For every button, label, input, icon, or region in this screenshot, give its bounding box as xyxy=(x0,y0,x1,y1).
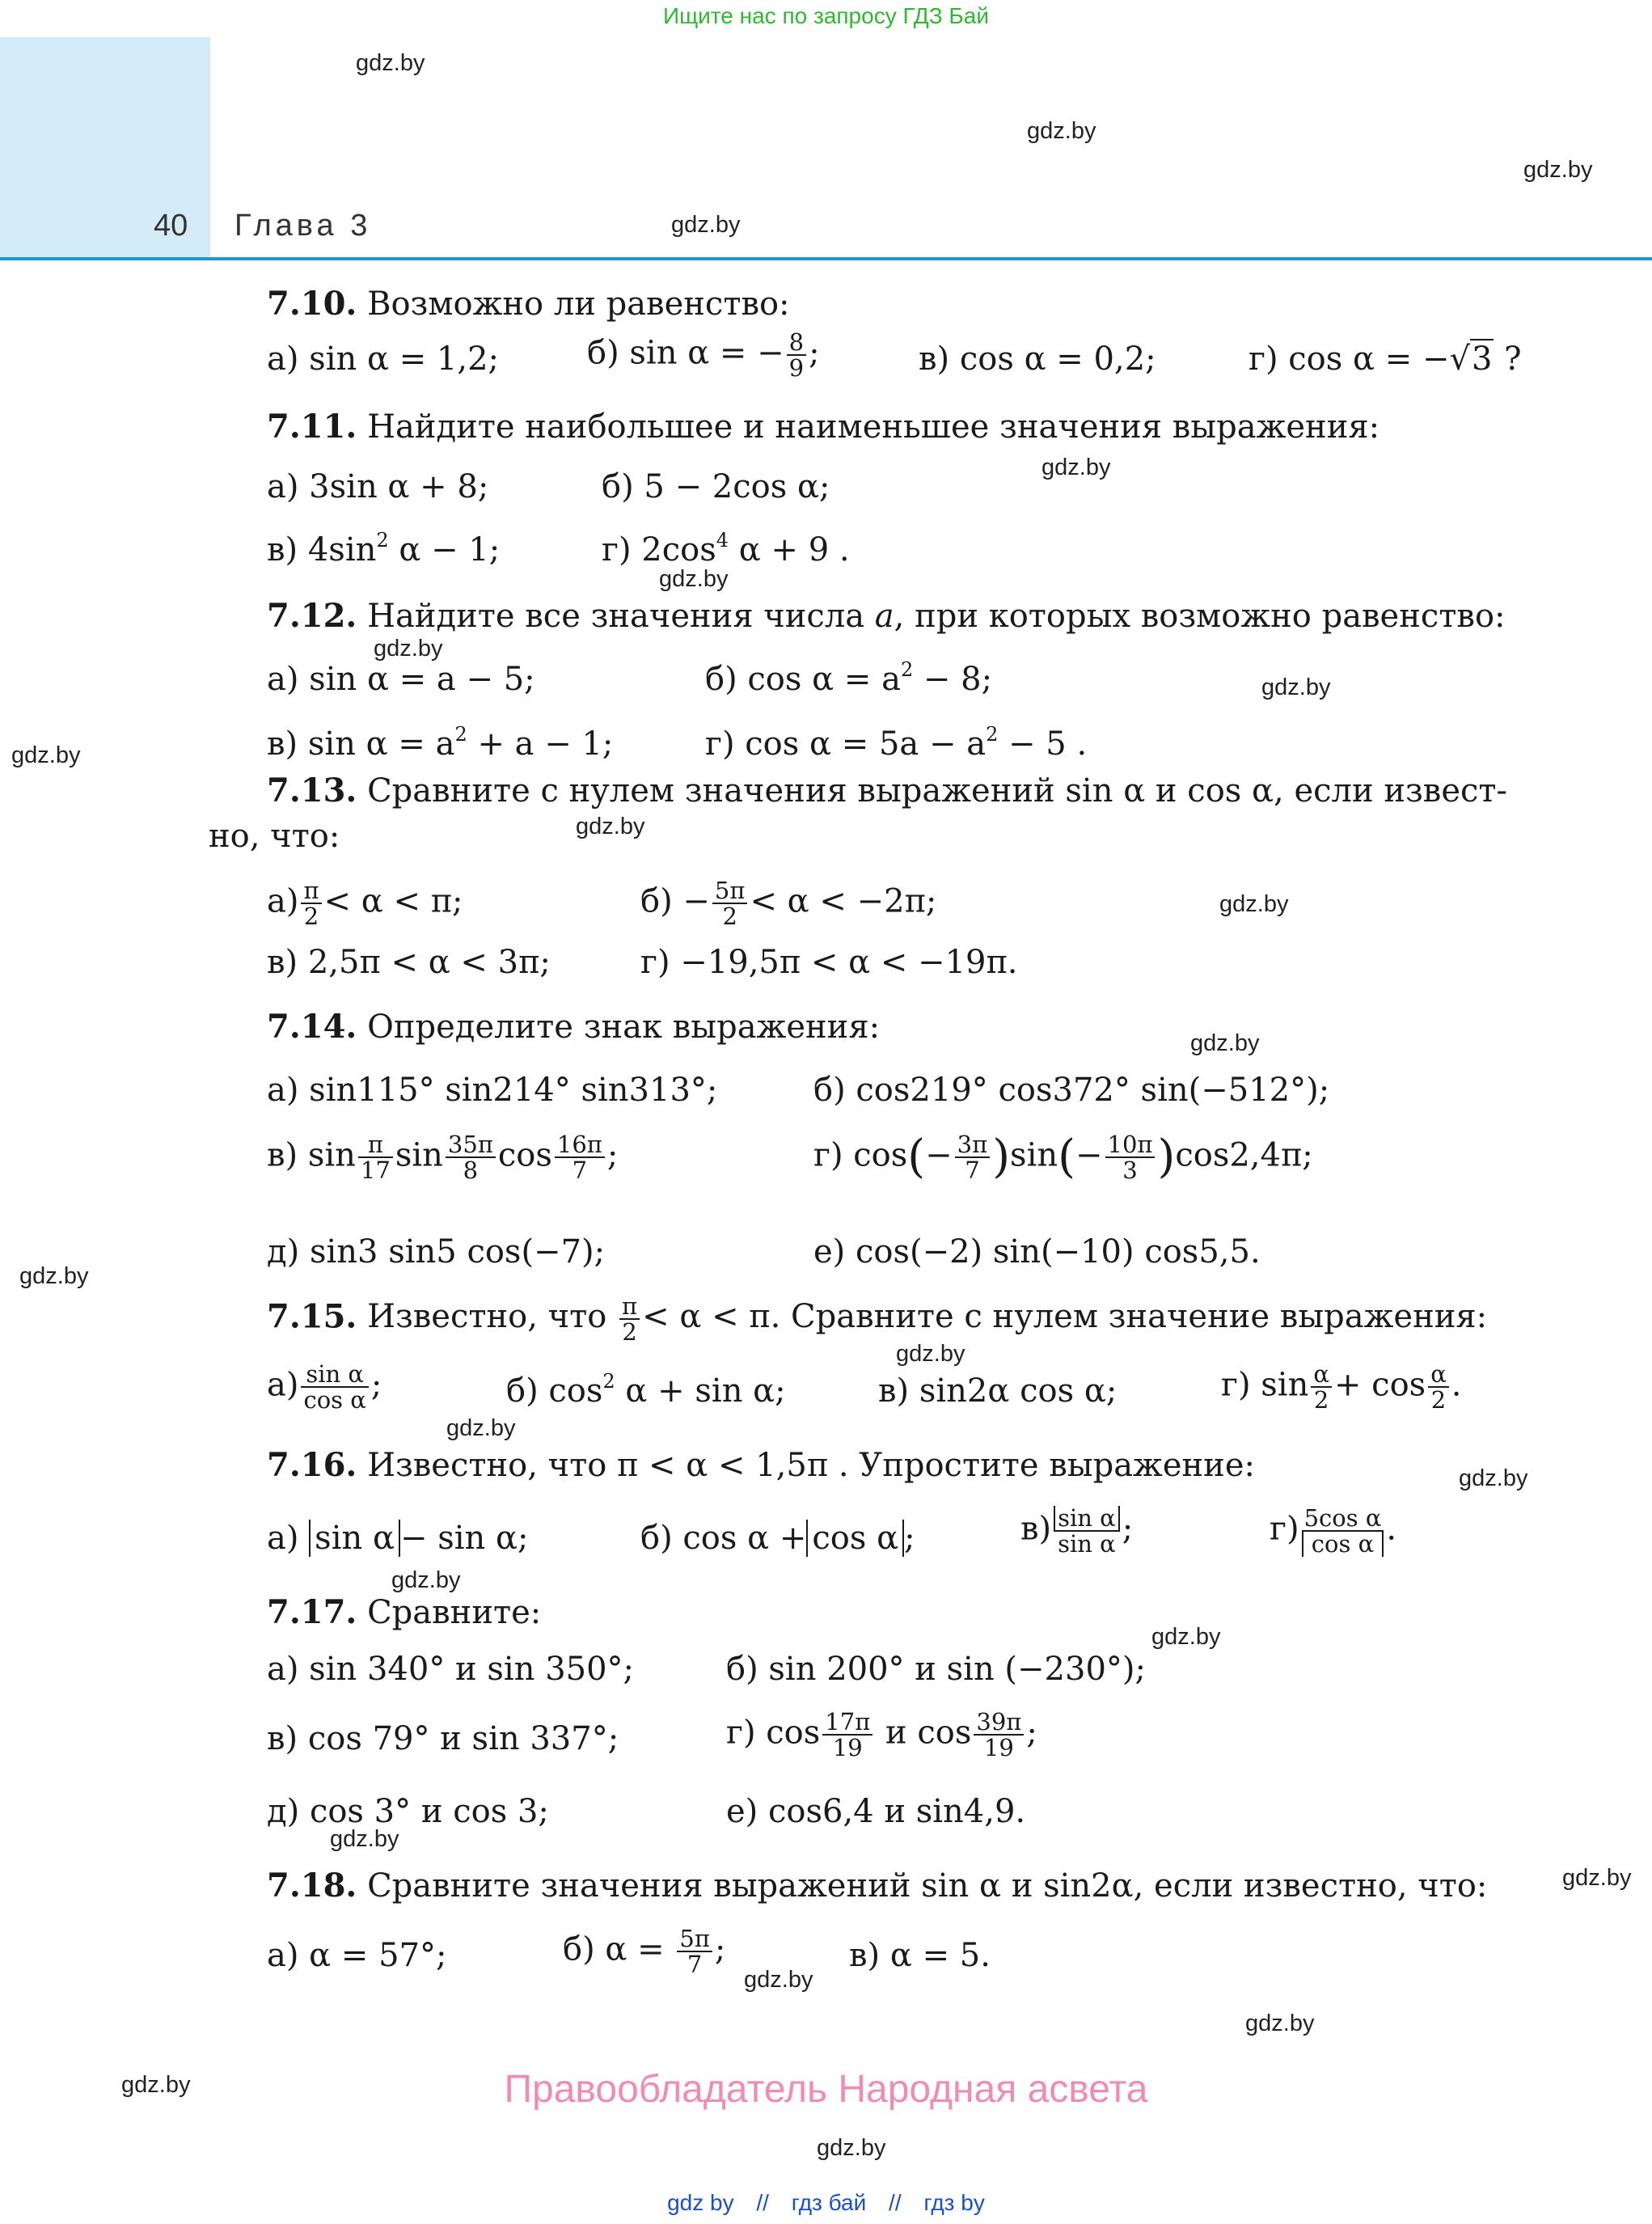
item-b: б) α = $\frac{5\pi}{7}$ ; xyxy=(563,1925,726,1979)
item-f: е) cos(−2) sin(−10) cos5,5. xyxy=(813,1233,1261,1271)
watermark: gdz.by xyxy=(1261,674,1331,700)
footer-link[interactable]: gdz by xyxy=(667,2190,734,2215)
watermark: gdz.by xyxy=(671,212,741,238)
item-d: г) −19,5π < α < −19π. xyxy=(640,944,1018,981)
watermark: gdz.by xyxy=(1041,455,1111,480)
watermark: gdz.by xyxy=(446,1415,516,1441)
item-e: д) cos 3° и cos 3; xyxy=(267,1793,549,1830)
footer-separator: // xyxy=(889,2190,902,2215)
item-c: в) cos α = 0,2; xyxy=(919,340,1156,378)
watermark: gdz.by xyxy=(576,814,645,839)
problem-statement: Сравните: xyxy=(367,1594,542,1631)
problem-statement: Определите знак выражения: xyxy=(367,1008,881,1046)
watermark: gdz.by xyxy=(1459,1465,1528,1491)
problem-7-10-heading xyxy=(267,285,790,323)
problem-7-18-heading xyxy=(267,1867,1488,1905)
watermark: gdz.by xyxy=(659,566,729,592)
item-a: а) sin115° sin214° sin313°; xyxy=(267,1072,718,1109)
item-d: г) cos α = −√3 ? xyxy=(1249,340,1522,378)
watermark: gdz.by xyxy=(1151,1624,1221,1650)
watermark: gdz.by xyxy=(374,636,443,662)
watermark: gdz.by xyxy=(1190,1030,1260,1056)
item-e: д) sin3 sin5 cos(−7); xyxy=(267,1233,606,1271)
problem-7-13-heading xyxy=(267,772,1508,810)
watermark: gdz.by xyxy=(1523,157,1593,183)
problem-statement: Найдите все значения числа a, при которых возможно равенство: xyxy=(367,598,1506,635)
watermark: gdz.by xyxy=(391,1567,461,1593)
item-d: г) $\cos \alpha = 5a - a^2 - 5$ . xyxy=(705,723,1088,763)
item-a: а) 3sin α + 8; xyxy=(267,468,489,505)
problem-statement: Сравните с нулем значения выражений sin α и cos α, если извест- xyxy=(367,772,1508,810)
problem-number: 7.17. xyxy=(267,1593,357,1631)
problem-number: 7.11. xyxy=(267,408,357,446)
watermark: gdz.by xyxy=(817,2135,886,2161)
problem-7-13-statement-cont: но, что: xyxy=(209,818,340,855)
item-b: б) cos α + cos α ; xyxy=(640,1520,915,1557)
problem-statement: Возможно ли равенство: xyxy=(367,285,790,323)
problem-number: 7.18. xyxy=(267,1867,357,1905)
footer-separator: // xyxy=(756,2190,769,2215)
problem-7-16-heading xyxy=(267,1446,1255,1484)
item-b: б) sin α = − $\frac{8}{9}$ ; xyxy=(587,328,820,383)
problem-statement: Известно, что $\frac{\pi}{2}$ < α < π. Сравните с нулем значение выражения: xyxy=(367,1292,1488,1347)
item-c: в) α = 5. xyxy=(849,1937,991,1974)
item-c: в) cos 79° и sin 337°; xyxy=(267,1720,619,1757)
item-c: в) sin $\frac{\pi}{17}$ sin $\frac{35\pi}{8}$ cos $\frac{16\pi}{7}$ ; xyxy=(267,1131,619,1185)
item-d: г) $\frac{\text{5cos α}}{\text{cos α}}$ . xyxy=(1270,1504,1397,1558)
page-number: 40 xyxy=(154,209,188,243)
watermark: gdz.by xyxy=(11,742,81,768)
item-b: б) cos219° cos372° sin(−512°); xyxy=(813,1072,1330,1109)
problem-number: 7.16. xyxy=(267,1446,357,1484)
item-a: а) $\frac{\text{sin α}}{\text{cos α}}$ ; xyxy=(267,1360,382,1414)
item-b: б) − $\frac{5\pi}{2}$ < α < −2π; xyxy=(640,877,937,931)
problem-statement: Сравните значения выражений sin α и sin2α, если известно, что: xyxy=(367,1867,1488,1905)
item-d: г) $2\cos^4$ α + 9 . xyxy=(602,529,850,569)
item-a: а) sin α = a − 5; xyxy=(267,661,535,698)
problem-number: 7.14. xyxy=(267,1008,357,1046)
problem-7-11-heading xyxy=(267,408,1380,446)
item-d: г) cos(− $\frac{3\pi}{7}$ )sin(− $\frac{10\pi}{3}$ )cos2,4π; xyxy=(813,1131,1313,1185)
item-c: в) 2,5π < α < 3π; xyxy=(267,944,551,981)
footer-links xyxy=(0,2190,1652,2216)
watermark: gdz.by xyxy=(330,1826,399,1852)
problem-number: 7.13. xyxy=(267,772,357,810)
item-c: в) $4\sin^2$ α − 1; xyxy=(267,529,501,569)
watermark: gdz.by xyxy=(1562,1865,1632,1891)
top-banner-text[interactable]: Ищите нас по запросу ГДЗ Бай xyxy=(662,3,990,28)
item-c: в) sin2α cos α; xyxy=(878,1372,1118,1410)
watermark: gdz.by xyxy=(1219,891,1289,917)
item-a: а) sin α = 1,2; xyxy=(267,340,500,378)
problem-statement: Найдите наибольшее и наименьшее значения выражения: xyxy=(367,408,1380,446)
item-d: г) sin $\frac{\alpha}{2}$ + cos $\frac{\alpha}{2}$ . xyxy=(1221,1360,1462,1414)
item-c: в) $\frac{\text{sin α}}{\text{sin α}}$ ; xyxy=(1020,1504,1134,1558)
item-a: а) sin α − sin α; xyxy=(267,1520,529,1557)
problem-number: 7.15. xyxy=(267,1297,357,1336)
watermark: gdz.by xyxy=(356,50,425,76)
problem-number: 7.10. xyxy=(267,285,357,323)
header-rule xyxy=(0,257,1652,260)
problem-7-15-heading xyxy=(267,1294,1487,1345)
item-a: а) $\frac{\pi}{2}$ < α < π; xyxy=(267,877,463,931)
item-b: б) $\cos^2 \alpha + \sin \alpha$; xyxy=(506,1370,786,1410)
item-c: в) $\sin \alpha = a^2 + a - 1$; xyxy=(267,723,614,763)
problem-7-12-heading xyxy=(267,597,1506,635)
watermark: gdz.by xyxy=(1245,2010,1315,2036)
problem-7-14-heading xyxy=(267,1008,881,1046)
watermark: gdz.by xyxy=(19,1263,89,1289)
watermark: gdz.by xyxy=(896,1341,965,1367)
problem-7-17-heading xyxy=(267,1593,542,1631)
item-b: б) $\cos \alpha = a^2 - 8$; xyxy=(705,658,993,698)
item-a: а) sin 340° и sin 350°; xyxy=(267,1651,635,1688)
item-b: б) sin 200° и sin (−230°); xyxy=(726,1651,1146,1688)
item-d: г) cos $\frac{17\pi}{19}$ и cos $\frac{39\pi}{19}$ ; xyxy=(726,1708,1037,1762)
footer-link[interactable]: гдз бай xyxy=(791,2190,867,2215)
item-b: б) 5 − 2cos α; xyxy=(602,468,830,505)
top-banner xyxy=(0,0,1652,32)
watermark: gdz.by xyxy=(744,1967,813,1993)
watermark: gdz.by xyxy=(1027,118,1096,144)
item-f: е) cos6,4 и sin4,9. xyxy=(726,1793,1026,1830)
chapter-title: Глава 3 xyxy=(234,209,372,243)
item-a: а) α = 57°; xyxy=(267,1937,447,1974)
footer-link[interactable]: гдз by xyxy=(923,2190,985,2215)
problem-statement: Известно, что π < α < 1,5π . Упростите выражение: xyxy=(367,1447,1255,1484)
problem-number: 7.12. xyxy=(267,597,357,635)
watermark: gdz.by xyxy=(121,2072,191,2098)
copyright-owner: Правообладатель Народная асвета xyxy=(504,2068,1148,2111)
